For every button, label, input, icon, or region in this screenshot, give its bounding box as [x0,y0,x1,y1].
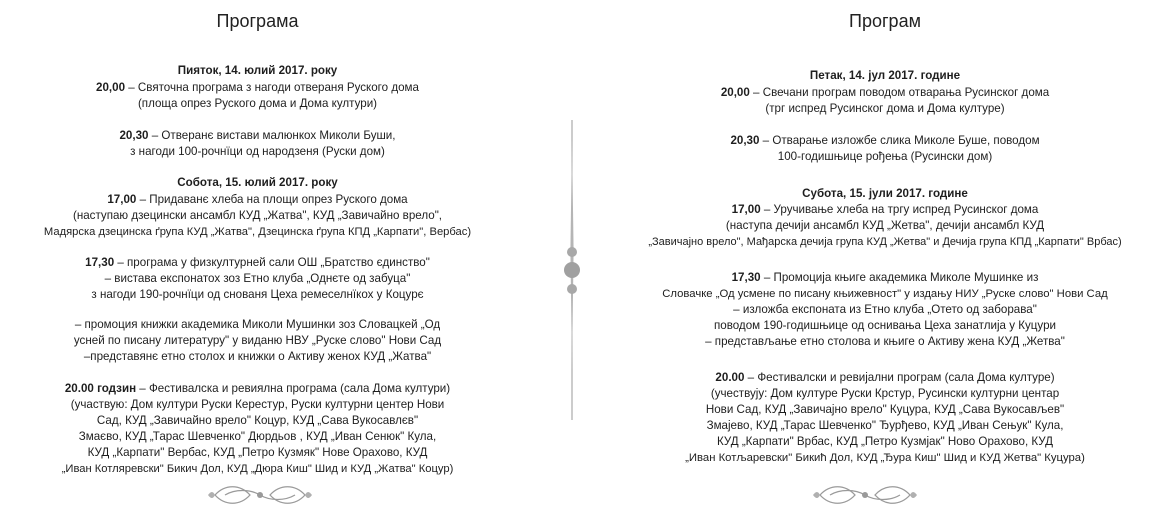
left-line-text: – вистава експонатох зоз Етно клуба „Однєте од забуца" [104,272,411,285]
left-line-text: Мадярска дзецинска ґрупа КУД „Жатва", Дзецинска ґрупа КПД „Карпати", Вербас) [43,226,472,238]
left-program-line [0,96,515,112]
right-line-text: „Завичајно врело", Мађарска дечија група КУД „Жетва" и Дечија група КПД „Карпати" Врбас) [648,236,1122,248]
left-line-text: (наступаю дзецински ансамбл КУД „Жатва", КУД „Завичайно врело", [72,209,443,222]
right-line-text: – Фестивалски и ревијални програм (сала Дома културе) [744,371,1055,384]
right-program-line [600,101,1170,117]
right-program-line [600,386,1170,402]
left-line-text: – Придаванє хлеба на площи опрез Руского дома [136,193,408,206]
right-line-text: – Свечани програм поводом отварања Русинског дома [749,86,1050,99]
left-program-line [0,397,515,413]
right-program-line [600,133,1170,149]
right-program-line [600,402,1170,418]
right-line-bold: Субота, 15. јули 2017. године [802,187,968,200]
left-program-line [0,429,515,445]
left-line-bold: 17,30 [85,256,115,269]
left-program-line [0,381,515,397]
left-line-text: – Фестивалска и ревиялна програма (сала Дома култури) [136,382,451,395]
right-program-line [600,186,1170,202]
right-line-text: поводом 190-годишњице од оснивања Цеха занатлија у Куцури [713,319,1056,332]
left-line-bold: 20,00 [96,81,126,94]
left-program-line [0,144,515,160]
left-line-text: „Иван Котляревски" Бикич Дол, КУД „Дюра Киш" Шид и КУД „Жатва" Коцур) [61,463,454,475]
left-program-line [0,333,515,349]
right-program-line [600,286,1170,302]
right-line-text: 100-годишњице рођења (Русински дом) [777,150,993,163]
right-program-line [600,218,1170,234]
left-program-line [0,224,515,240]
right-line-text: КУД „Карпати" Врбас, КУД „Петро Кузмјак" Ново Орахово, КУД [717,435,1053,448]
right-line-text: (трг испред Русинског дома и Дома културе) [765,102,1005,115]
left-line-text: (участвую: Дом култури Руски Керестур, Руски културни центер Нови [70,398,445,411]
right-line-text: – изложба експоната из Етно клуба „Отето од заборава" [733,303,1037,316]
right-program-line [600,302,1170,318]
right-program-line [600,450,1170,466]
left-line-text: – Святочна програма з нагоди отвераня Руского дома [125,81,419,94]
right-program-line [600,318,1170,334]
left-line-text: –представянє етно столох и книжки о Активу женох КУД „Жатва" [83,350,432,363]
left-program-line [0,287,515,303]
right-line-text: – Отварање изложбе слика Миколе Буше, поводом [759,134,1040,147]
right-line-text: (учествују: Дом културе Руски Крстур, Русински културни центар [710,387,1060,400]
right-program-line [600,68,1170,84]
right-program-line [600,334,1170,350]
left-line-text: КУД „Карпати" Вербас, КУД „Петро Кузмяк" Нове Орахово, КУД [87,446,428,459]
right-program-line [600,370,1170,386]
right-program-line [600,270,1170,286]
left-program-line [0,255,515,271]
left-program-line [0,317,515,333]
right-program-line [600,202,1170,218]
right-line-bold: 17,30 [731,271,761,284]
right-line-text: – Уручивање хлеба на тргу испред Русинског дома [760,203,1039,216]
left-program-line [0,63,515,79]
left-line-text: (площа опрез Руского дома и Дома култури) [137,97,378,110]
left-title: Програма [216,11,299,31]
left-program-line [0,461,515,477]
right-bottom-ornament [810,480,920,510]
right-program-line [600,418,1170,434]
left-bottom-ornament [205,480,315,510]
right-line-text: Нови Сад, КУД „Завичајно врело" Куцура, КУД „Сава Вукосављев" [705,403,1065,416]
left-line-text: з нагоди 190-рочнїци од снованя Цеха ремеселнїкох у Коцурє [91,288,424,301]
left-program-line [0,80,515,96]
left-line-text: – промоция книжки академика Миколи Мушинки зоз Словацкей „Од [74,318,441,331]
left-line-bold: 20,30 [119,129,149,142]
left-program-line [0,208,515,224]
left-line-text: з нагоди 100-рочнїци од народзеня (Руски дом) [130,145,385,158]
right-line-bold: 20,00 [720,86,750,99]
left-line-text: Змаєво, КУД „Тарас Шевченко" Дюрдьов , КУД „Иван Сенюк" Кула, [78,430,437,443]
left-program-line [0,175,515,191]
right-program-line [600,434,1170,450]
left-line-bold: Собота, 15. юлий 2017. року [177,176,338,189]
left-program-line [0,445,515,461]
center-divider-ornament [563,120,581,420]
right-line-text: – Промоција књиге академика Миколе Мушинке из [760,271,1039,284]
left-line-text: – Отверанє вистави малюнкох Миколи Буши, [148,129,396,142]
right-line-text: Змајево, КУД „Тарас Шевченко" Ђурђево, КУД „Иван Сењук" Кула, [706,419,1064,432]
right-line-bold: 17,00 [731,203,761,216]
left-line-text: Сад, КУД „Завичайно врело" Коцур, КУД „Сава Вукосавлєв" [96,414,419,427]
right-line-text: „Иван Котљаревски" Бикић Дол, КУД „Ђура Киш" Шид и КУД Жетва" Куцура) [685,452,1085,464]
right-line-text: Словачке „Од усмене по писану књижевност" у издању НИУ „Руске слово" Нови Сад [662,288,1108,300]
left-line-bold: 20.00 годзин [64,382,137,395]
right-line-text: – представљање етно столова и књиге о Активу жена КУД „Жетва" [705,335,1065,348]
right-line-bold: Петак, 14. јул 2017. године [809,69,961,82]
right-line-text: (наступа дечији ансамбл КУД „Жетва", дечији ансамбл КУД [725,219,1045,232]
left-line-bold: Пияток, 14. юлий 2017. року [177,64,338,77]
left-program-line [0,128,515,144]
right-line-bold: 20,30 [730,134,760,147]
right-title: Програм [849,11,921,31]
right-program-line [600,149,1170,165]
left-program-line [0,349,515,365]
left-line-text: усней по писану литературу" у виданю НВУ „Руске слово" Нови Сад [73,334,442,347]
right-line-bold: 20.00 [715,371,745,384]
left-line-text: – програма у физкултурней сали ОШ „Братство єдинство" [114,256,430,269]
left-program-line [0,192,515,208]
right-program-line [600,85,1170,101]
right-program-line [600,234,1170,250]
left-program-line [0,413,515,429]
left-line-bold: 17,00 [107,193,137,206]
left-program-line [0,271,515,287]
